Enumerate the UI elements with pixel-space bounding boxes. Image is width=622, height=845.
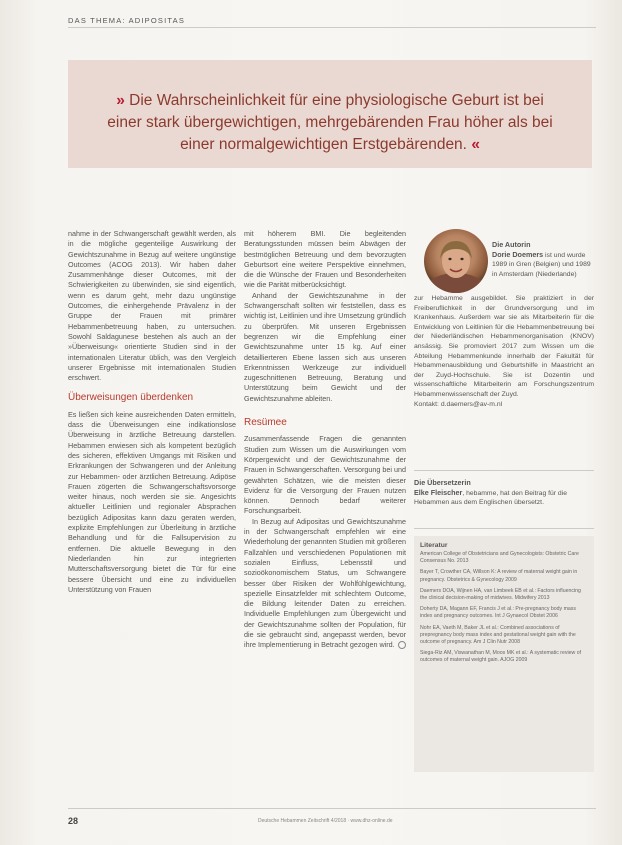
pull-quote-text-2: einer stark übergewichtigen, mehrgebärenden Frau höher als bei [107, 114, 553, 131]
translator-name: Elke Fleischer [414, 487, 463, 497]
translator-box: Die Übersetzerin Elke Fleischer, hebamme, hat den Beitrag für die Hebammen aus dem Englischen übersetzt. [414, 478, 594, 508]
literature-item: Siega-Riz AM, Viswanathan M, Moos MK et al.: A systematic review of outcomes of maternal weight gain. AJOG 2009 [420, 650, 582, 664]
author-divider [414, 470, 594, 471]
literature-item: Nohr EA, Vaeth M, Baker JL et al.: Combined associations of prepregnancy body mass index and gestational weight gain with the outcome of pregnancy. Am J Clin Nutr 2008 [420, 624, 576, 646]
quote-open-mark: » [116, 92, 125, 109]
column2-paragraph-3: Zusammenfassende Fragen die genannten Studien zum Wissen um die Auswirkungen vom Körpergewicht und der Gewichtszunahme der Frauen in Schwangerschaften. Versorgung bei und gewährten Schätzen, wie die meisten dieser Evidenz für die Versorgung der Frauen nutzen können. Dennoch bedarf weiterer Forschungsarbeit. [244, 434, 406, 516]
author-bio [414, 294, 594, 409]
article-column-1 [68, 229, 236, 595]
column1-paragraph-2: Es ließen sich keine ausreichenden Daten ermitteln, dass die Überweisungen eine indikationslose Überweisung in ärztliche Betreuung darstellen. Hebammen erwiesen sich als kompetent bezüglich des sicheren, effektiven Umgangs mit Risiken und Erkrankungen der Schwangeren und der Anleitung zur Hebammen- oder ärztlichen Betreuung. Adipöse Frauen zögerten die Schwangerschaftsvorsorge weiter hinaus, noch werden sie sie. Angesichts aktueller Leitlinien und regionaler Absprachen bezüglich Adipositas kann dazu geraten werden, explizite Empfehlungen zur Überleitung in ärztliche Behandlung und für die Fallsupervision zu entfernen. Die aktuelle Bewegung in den Niederlanden hin zur integrierten Mutterschaftsversorgung bietet die Tür für eine bessere Übersicht und eine zu individuellen Unterstützung von Frauen [68, 409, 236, 594]
footer-citation: Deutsche Hebammen Zeitschrift 4/2018 · www.dhz-online.de [258, 818, 393, 824]
top-divider [68, 27, 596, 28]
pull-quote-line-3 [68, 136, 592, 154]
author-photo [424, 229, 488, 293]
pull-quote-line-1 [68, 92, 592, 110]
author-bio-text: zur Hebamme ausgebildet. Sie praktiziert in der Freiberuflichkeit in der Grundversorgung und im Krankenhaus. Außerdem war sie als Mitarbeiterin für die Entwicklung von Leitlinien für die Hebammenbetreuung bei der Niederländischen Hebammenorganisation (KNOV) ansässig. Sie promoviert 2017 zum Wissen um die Abteilung Hebammenkunde innerhalb der Fakultät für Hebammenausbildung und Geburtshilfe in Maastricht an der Zuyd-Hochschule. Sie ist Dozentin und wissenschaftliche Mitarbeiterin am Forschungszentrum Hebammenwissenschaft der Zuyd. [414, 295, 594, 398]
literature-box [414, 536, 594, 772]
section-heading-summary: Resümee [244, 417, 287, 429]
column2-paragraph-4-text: In Bezug auf Adipositas und Gewichtszunahme in der Schwangerschaft empfehlen wir eine Wiederholung der genannten Studien mit größeren Fallzahlen und verschiedenen Populationen mit sozialen Einfluss, Lebensstil und sozioökonomischem Status, um Schwangere besser über Risiken der Wohlfühlgewichtung, spezielle Einsatzfelder mit schlechtem Outcome, die Bildung leitender Daten zu erreichen. Individuelle Empfehlungen zum Übergewicht und der Gewichtszunahme sollten der Population, für die sie gebraucht sind, angepasst werden, bevor ihre Implementierung in Betracht gezogen wird. [244, 516, 406, 650]
section-heading-referrals: Überweisungen überdenken [68, 392, 194, 404]
translator-text: hebamme, hat den Beitrag für die Hebammen aus dem Englischen übersetzt. [414, 489, 568, 507]
pull-quote-text-1: Die Wahrscheinlichkeit für eine physiologische Geburt ist bei [129, 92, 544, 109]
literature-item: Doherty DA, Magann EF, Francis J et al.: Pre-pregnancy body mass index and pregnancy outcomes. Int J Gynaecol Obstet 2006 [420, 606, 576, 620]
author-name: Dorie Doemers [492, 249, 544, 259]
author-portrait-icon [424, 229, 488, 293]
literature-item: Bayer T, Crowther CA, Willson K: A review of maternal weight gain in pregnancy. Obstetrics & Gynecology 2009 [420, 569, 578, 583]
column1-paragraph-1: nahme in der Schwangerschaft gewählt werden, als in die mögliche gegenteilige Auswirkung der Gewichtszunahme in Bezug auf weitere ungünstige Outcomes (ACOG 2013). Wir haben daher Zusammenhänge dieser Outcomes, mit der Schwierigkeiten zu überwinden, sie sind eigentlich, wenn es darum geht, mehr dazu ungünstige Outcomes, die einhergehende Prävalenz in der Gruppe der Frauen mit primärer Hebammenbetreuung haben, zu untersuchen. Sowohl Saldagunese bestehen als auch an der »Überweisung« orientierte Studien sind in der internationalen Literatur üblich, was den Vergleich unserer Ergebnisse mit internationalen Studien erschwert. [68, 229, 236, 383]
article-end-icon [398, 641, 406, 649]
pull-quote-line-2 [68, 114, 592, 132]
translator-divider [414, 528, 594, 529]
translator-heading: Die Übersetzerin [414, 478, 471, 487]
section-label: DAS THEMA: ADIPOSITAS [68, 16, 186, 25]
author-intro-text: ist und wurde 1989 in Gren (Belgien) und 1989 in Amsterdam (Niederlande) [492, 251, 591, 278]
column2-paragraph-2: Anhand der Gewichtszunahme in der Schwangerschaft sollten wir feststellen, dass es wichtig ist, Leitlinien und ihre Umsetzung gründlich zu überprüfen. Mit unseren Ergebnissen begrenzen wir die Empfehlung einer Gewichtszunahme unter 15 kg. Auf einer detaillierteren Ebene lassen sich aus unseren Erkenntnissen Werkzeuge zur individuell zugeschnittenen Betreuung, Beratung und Unterstützung beim Gewicht und der Gewichtszunahme ableiten. [244, 290, 406, 403]
column2-paragraph-4 [244, 517, 406, 651]
author-contact: Kontakt: d.daemers@av-m.nl [414, 400, 503, 408]
quote-close-mark: « [471, 136, 480, 153]
author-heading: Die Autorin [492, 240, 531, 249]
literature-heading: Literatur [420, 542, 448, 549]
column2-paragraph-1: mit höherem BMI. Die begleitenden Beratungsstunden müssen beim Abwägen der bestmöglichen Betreuung und dem bevorzugten Geburtsort eine weitere Perspektive einnehmen, die die Wünsche der Frauen und Besonderheiten wie die Parität mitberücksichtigt. [244, 229, 406, 290]
author-intro [492, 240, 594, 279]
literature-item: American College of Obstetricians and Gynecologists: Obstetric Care Consensus No. 2013 [420, 551, 579, 565]
pull-quote-box [68, 60, 592, 168]
page-number: 28 [68, 816, 79, 826]
pull-quote-text-3: einer normalgewichtigen Erstgebärenden. [180, 136, 467, 153]
article-column-2 [244, 229, 406, 651]
literature-item: Daemers DOA, Wijnen HA, van Limbeek EB et al.: Factors influencing the clinical decision-making of midwives. Midwifery 2013 [420, 587, 581, 602]
bottom-divider [68, 808, 596, 809]
